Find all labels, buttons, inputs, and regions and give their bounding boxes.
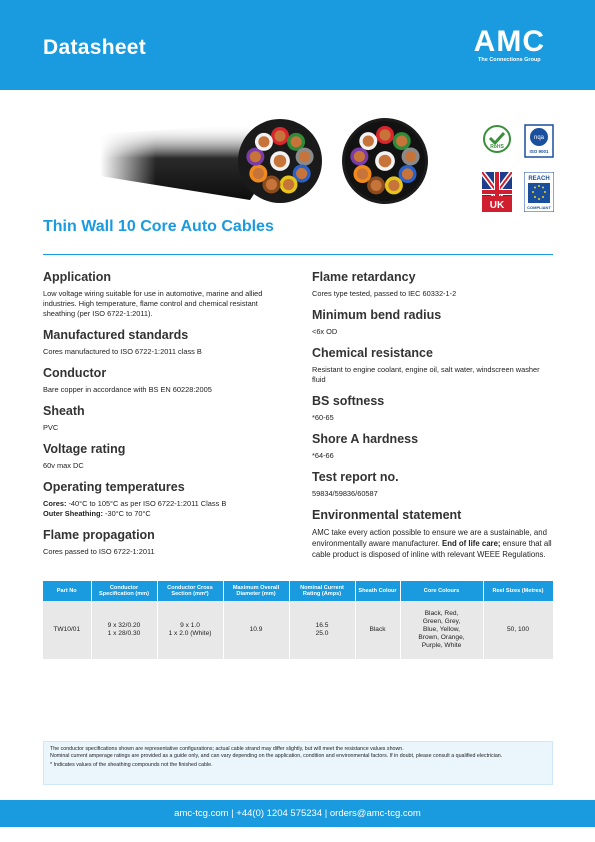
section-heading: Manufactured standards (43, 328, 189, 342)
section-heading: BS softness (312, 394, 385, 408)
section-bs-softness (312, 394, 552, 423)
copper-strand (379, 129, 390, 140)
svg-text:nqa: nqa (533, 135, 545, 141)
section-text: Cores passed to ISO 6722-1:2011 (43, 547, 155, 556)
section-heading: Chemical resistance (312, 346, 433, 360)
copper-strand (402, 168, 413, 179)
env-text-bold: End of life care; (442, 539, 501, 548)
copper-strand (290, 136, 301, 147)
svg-text:RoHS: RoHS (490, 144, 504, 150)
section-minimum-bend-radius (312, 308, 552, 337)
copper-strand (299, 151, 310, 162)
footer-contact[interactable]: amc-tcg.com | +44(0) 1204 575234 | orders@amc-tcg.com (174, 808, 421, 819)
table-cell: Black, Red, Green, Grey, Blue, Yellow, Brown, Orange, Purple, White (400, 601, 483, 659)
nqa-iso-badge-icon (524, 124, 554, 158)
copper-strand (274, 130, 285, 141)
table-cell: Black (355, 601, 400, 659)
section-heading: Shore A hardness (312, 432, 419, 446)
footer-bar (0, 800, 595, 827)
section-heading: Sheath (43, 404, 85, 418)
section-text: <6x OD (312, 327, 338, 336)
svg-text:REACH: REACH (528, 176, 550, 182)
column-header: Maximum Overall Diameter (mm) (223, 581, 289, 601)
spec-column-left (43, 270, 283, 566)
logo-main-text: AMC (473, 25, 545, 58)
copper-strand (283, 179, 294, 190)
copper-strand (250, 151, 261, 162)
section-heading: Voltage rating (43, 442, 126, 456)
column-header: Conductor Cross Section (mm²) (157, 581, 223, 601)
column-header: Reel Sizes (Metres) (483, 581, 553, 601)
rohs-badge-icon (482, 124, 512, 154)
column-header: Part No (43, 581, 91, 601)
header-bar (0, 0, 595, 90)
copper-strand (354, 151, 365, 162)
copper-strand (274, 155, 287, 168)
sheath-temp-label: Outer Sheathing: (43, 509, 103, 518)
section-text: 59834/59836/60587 (312, 489, 378, 498)
section-manufactured-standards (43, 328, 283, 357)
section-heading: Minimum bend radius (312, 308, 442, 322)
table-cell: TW10/01 (43, 601, 91, 659)
table-cell: 9 x 1.0 1 x 2.0 (White) (157, 601, 223, 659)
copper-strand (363, 136, 374, 147)
copper-strand (357, 168, 368, 179)
section-application (43, 270, 283, 319)
section-text: Cores type tested, passed to IEC 60332-1-2 (312, 289, 457, 298)
table-cell: 16.5 25.0 (289, 601, 355, 659)
section-text (43, 499, 283, 519)
footnote: Nominal current amperage ratings are provided as a guide only, and can vary depending on the application, condition and environmental factors. If in doubt, please consult a qualified electrician. (50, 753, 503, 759)
cable-product-image (100, 116, 435, 206)
table-header-row (43, 581, 553, 601)
section-flame-retardancy (312, 270, 552, 299)
copper-strand (253, 168, 264, 179)
section-heading: Test report no. (312, 470, 399, 484)
section-sheath (43, 404, 283, 433)
svg-text:UK: UK (489, 200, 505, 211)
title-divider (43, 254, 553, 255)
svg-text:ISO 9001: ISO 9001 (529, 149, 549, 154)
ukca-flag-badge-icon (482, 172, 512, 212)
section-shore-a-hardness (312, 432, 552, 461)
cores-temp-value: -40°C to 105°C as per ISO 6722-1:2011 Class B (66, 499, 227, 508)
reach-badge-icon (524, 172, 554, 212)
footnotes-box (43, 741, 553, 785)
copper-strand (296, 168, 307, 179)
section-environmental-statement (312, 508, 552, 560)
copper-strand (266, 179, 277, 190)
column-header: Nominal Current Rating (Amps) (289, 581, 355, 601)
cores-temp-label: Cores: (43, 499, 67, 508)
section-text (312, 527, 552, 560)
section-heading: Flame propagation (43, 528, 155, 542)
product-title: Thin Wall 10 Core Auto Cables (43, 218, 274, 235)
copper-strand (371, 180, 382, 191)
copper-strand (388, 180, 399, 191)
section-text: 60v max DC (43, 461, 84, 470)
section-text: Bare copper in accordance with BS EN 60228:2005 (43, 385, 212, 394)
section-heading: Flame retardancy (312, 270, 416, 284)
table-cell: 50, 100 (483, 601, 553, 659)
section-text: *64-66 (312, 451, 334, 460)
sheath-temp-value: -30°C to 70°C (102, 509, 151, 518)
spec-column-right (312, 270, 552, 569)
column-header: Sheath Colour (355, 581, 400, 601)
copper-strand (379, 155, 392, 168)
column-header: Core Colours (400, 581, 483, 601)
section-heading: Operating temperatures (43, 480, 185, 494)
section-text: Cores manufactured to ISO 6722-1:2011 class B (43, 347, 202, 356)
section-text: *60-65 (312, 413, 334, 422)
env-text-b: ensure that all cable product is disposed of inline with relevant WEEE Regulations. (312, 539, 552, 559)
table-cell: 9 x 32/0.20 1 x 28/0.30 (91, 601, 157, 659)
column-header: Conductor Specification (mm) (91, 581, 157, 601)
svg-text:COMPLIANT: COMPLIANT (527, 205, 551, 210)
table-cell: 10.9 (223, 601, 289, 659)
spec-table (43, 581, 554, 659)
section-chemical-resistance (312, 346, 552, 385)
section-operating-temperatures (43, 480, 283, 519)
table-row (43, 601, 553, 659)
section-flame-propagation (43, 528, 283, 557)
section-conductor (43, 366, 283, 395)
section-voltage-rating (43, 442, 283, 471)
footnote: The conductor specifications shown are representative configurations; actual cable strand may differ slightly, but will meet the resistance values shown. (50, 746, 404, 752)
footnote: * Indicates values of the sheathing compounds not the finished cable. (50, 762, 213, 768)
section-heading: Environmental statement (312, 508, 462, 522)
copper-strand (396, 136, 407, 147)
section-text: Resistant to engine coolant, engine oil, salt water, windscreen washer fluid (312, 365, 540, 384)
copper-strand (405, 151, 416, 162)
section-heading: Conductor (43, 366, 107, 380)
section-heading: Application (43, 270, 112, 284)
page-title: Datasheet (43, 36, 147, 59)
section-test-report (312, 470, 552, 499)
env-text-a: AMC take every action possible to ensure we are a sustainable, and environmentally aware manufacturer. (312, 528, 547, 548)
copper-strand (258, 136, 269, 147)
section-text: Low voltage wiring suitable for use in automotive, marine and allied industries. High temperature, flame control and chemical resistant sheathing (per ISO 6722-1:2011). (43, 289, 263, 318)
logo-sub-text: The Connections Group (478, 57, 541, 63)
section-text: PVC (43, 423, 59, 432)
amc-logo (473, 25, 545, 63)
